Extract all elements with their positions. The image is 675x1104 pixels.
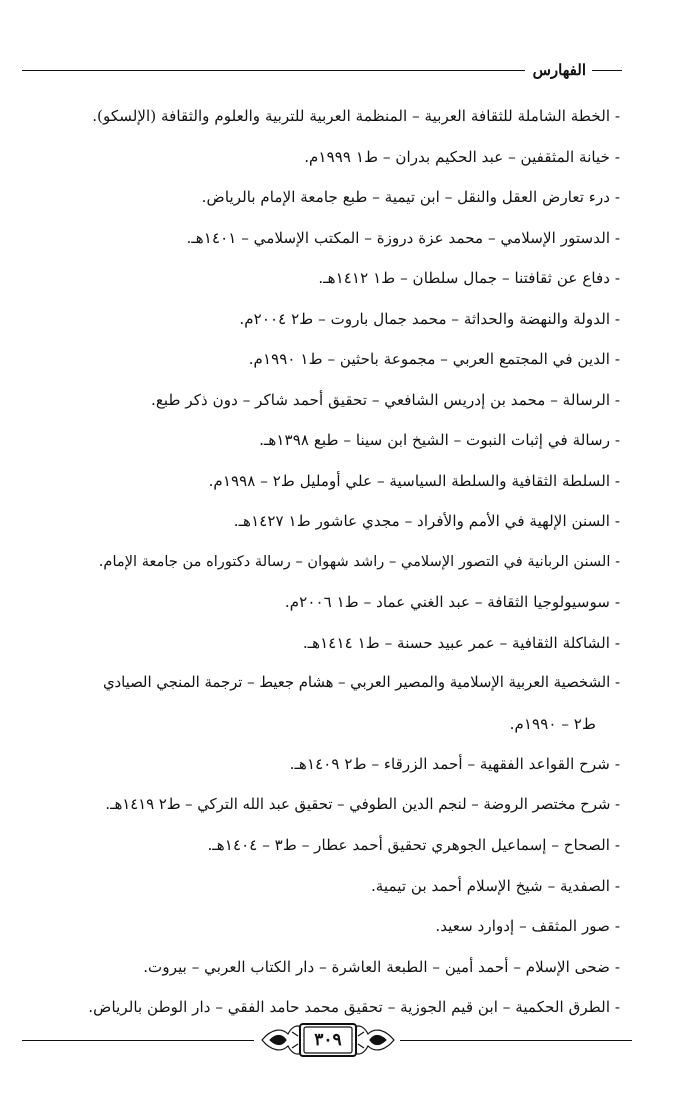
bibliography-entry: - دفاع عن ثقافتنا – جمال سلطان – ط١ ١٤١٢هـ. — [318, 269, 620, 287]
bibliography-entry: - سوسيولوجيا الثقافة – عبد الغني عماد – ط١ ٢٠٠٦م. — [284, 593, 620, 611]
bibliography-entry: - الخطة الشاملة للثقافة العربية – المنظمة العربية للتربية والعلوم والثقافة (الإلسكو). — [92, 107, 620, 125]
bibliography-entry: - الشخصية العربية الإسلامية والمصير العربي – هشام جعيط – ترجمة المنجي الصيادي — [102, 674, 620, 691]
bibliography-entry: - الدستور الإسلامي – محمد عزة دروزة – المكتب الإسلامي – ١٤٠١هـ. — [186, 228, 620, 247]
bibliography-entry-continuation: ط٢ – ١٩٩٠م. — [509, 714, 596, 733]
bibliography-entry: - الدين في المجتمع العربي – مجموعة باحثين – ط١ ١٩٩٠م. — [248, 350, 620, 368]
bibliography-entry: - الشاكلة الثقافية – عمر عبيد حسنة – ط١ ١٤١٤هـ. — [302, 633, 620, 652]
bibliography-entry: - الصحاح – إسماعيل الجوهري تحقيق أحمد عطار – ط٣ – ١٤٠٤هـ. — [207, 836, 620, 854]
bibliography-entry: - شرح القواعد الفقهية – أحمد الزرقاء – ط٢ ١٤٠٩هـ. — [289, 755, 620, 773]
bibliography-entry: - درء تعارض العقل والنقل – ابن تيمية – طبع جامعة الإمام بالرياض. — [201, 188, 620, 206]
footer-rule-right — [400, 1040, 632, 1041]
bibliography-entry: - خيانة المثقفين – عبد الحكيم بدران – ط١ ١٩٩٩م. — [304, 147, 620, 166]
bibliography-entry: - شرح مختصر الروضة – لنجم الدين الطوفي – تحقيق عبد الله التركي – ط٢ ١٤١٩هـ. — [105, 795, 620, 813]
header-rule — [22, 70, 525, 71]
bibliography-entry: - الصفدية – شيخ الإسلام أحمد بن تيمية. — [370, 876, 620, 895]
bibliography-entry: - السنن الإلهية في الأمم والأفراد – مجدي عاشور ط١ ١٤٢٧هـ. — [233, 512, 620, 530]
page-number: ٣٠٩ — [314, 1030, 342, 1050]
header-title: الفهارس — [532, 61, 586, 79]
bibliography-entry: - السلطة الثقافية والسلطة السياسية – علي أومليل ط٢ – ١٩٩٨م. — [208, 471, 620, 490]
bibliography-entry: - الدولة والنهضة والحداثة – محمد جمال باروت – ط٢ ٢٠٠٤م. — [239, 309, 620, 328]
bibliography-entry: - الطرق الحكمية – ابن قيم الجوزية – تحقيق محمد حامد الفقي – دار الوطن بالرياض. — [88, 998, 620, 1016]
bibliography-list — [28, 96, 620, 1028]
bibliography-entry: - ضحى الإسلام – أحمد أمين – الطبعة العاشرة – دار الكتاب العربي – بيروت. — [143, 957, 620, 976]
footer-rule-left — [22, 1040, 254, 1041]
header-dash — [592, 70, 622, 71]
page-footer — [22, 1018, 632, 1062]
bibliography-entry: - السنن الربانية في التصور الإسلامي – راشد شهوان – رسالة دكتوراه من جامعة الإمام. — [98, 552, 620, 570]
bibliography-entry: - الرسالة – محمد بن إدريس الشافعي – تحقيق أحمد شاكر – دون ذكر طبع. — [151, 390, 620, 409]
bibliography-entry: - رسالة في إثبات النبوت – الشيخ ابن سينا – طبع ١٣٩٨هـ. — [259, 431, 620, 449]
bibliography-entry: - صور المثقف – إدوارد سعيد. — [435, 917, 620, 935]
running-header — [22, 58, 622, 82]
